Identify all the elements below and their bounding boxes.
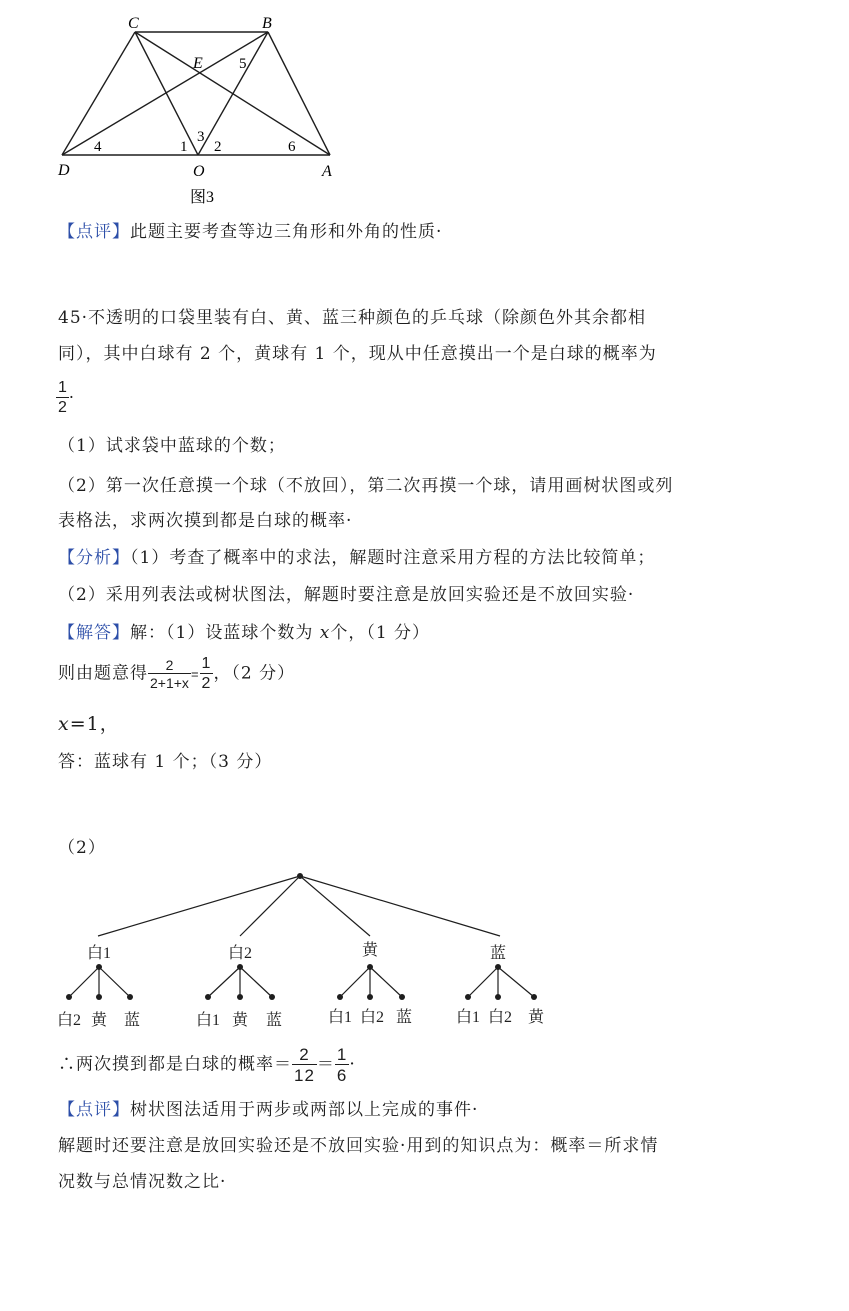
tree-leaf: 白2 [56, 1012, 82, 1029]
result-denominator-2: 6 [336, 1066, 348, 1085]
question-45-part-2-line-1: （2）第一次任意摸一个球（不放回），第二次再摸一个球，请用画树状图或列 [58, 476, 674, 496]
tree-leaf: 白1 [455, 1009, 481, 1026]
equation-post: ，（2 分） [213, 663, 296, 684]
point-d-label: D [58, 162, 70, 179]
equation-denominator: 2+1+x [150, 675, 189, 691]
review-tag: 【点评】 [58, 222, 130, 242]
tree-leaf: 白1 [327, 1009, 353, 1026]
tree-level1-white1: 白1 [86, 945, 112, 962]
tree-leaf: 白2 [359, 1009, 385, 1026]
point-o-label: O [193, 163, 205, 180]
angle-6-label: 6 [288, 139, 296, 155]
solution-line-1 [58, 621, 430, 645]
result-pre: ∴两次摸到都是白球的概率＝ [58, 1054, 292, 1075]
fraction-numerator: 1 [58, 379, 67, 396]
tree-leaf: 黄 [90, 1012, 108, 1029]
tree-leaf: 白1 [195, 1012, 221, 1029]
review-2-line-1 [58, 1098, 478, 1122]
solution-part-2-label: （2） [58, 838, 106, 858]
x-variable: x [58, 713, 70, 735]
solution-variable: x [319, 623, 331, 643]
angle-5-label: 5 [239, 56, 247, 72]
result-denominator-1: 12 [294, 1066, 315, 1085]
point-a-label: A [322, 163, 332, 180]
tree-leaf: 黄 [231, 1012, 249, 1029]
result-numerator-1: 2 [299, 1045, 310, 1064]
equation-right-numerator: 1 [201, 655, 212, 672]
equation-numerator: 2 [165, 657, 174, 673]
figure-3-diagram [50, 10, 350, 210]
question-45-fraction [56, 380, 74, 416]
solution-tag: 【解答】 [58, 623, 130, 643]
review-1 [58, 220, 442, 244]
analysis-tag: 【分析】 [58, 548, 130, 568]
angle-2-label: 2 [214, 139, 222, 155]
solution-answer: 答：蓝球有 1 个；（3 分） [58, 752, 273, 772]
solution-x-value [58, 712, 120, 736]
tree-leaf: 白2 [487, 1009, 513, 1026]
result-numerator-2: 1 [336, 1045, 348, 1064]
tree-level1-white2: 白2 [227, 945, 253, 962]
angle-1-label: 1 [180, 139, 188, 155]
tree-leaf: 蓝 [123, 1012, 141, 1029]
probability-result [58, 1046, 356, 1084]
tree-level1-blue: 蓝 [489, 945, 507, 962]
question-45-part-1: （1）试求袋中蓝球的个数； [58, 436, 286, 456]
question-45-line-1: 45·不透明的口袋里装有白、黄、蓝三种颜色的乒乓球（除颜色外其余都相 [58, 308, 647, 328]
analysis-text-1: （1）考查了概率中的求法，解题时注意采用方程的方法比较简单； [130, 548, 656, 568]
point-c-label: C [128, 15, 139, 32]
angle-4-label: 4 [94, 139, 102, 155]
point-e-label: E [193, 55, 203, 72]
tree-level1-yellow: 黄 [361, 942, 379, 959]
tree-leaf: 蓝 [395, 1009, 413, 1026]
tree-leaf: 蓝 [265, 1012, 283, 1029]
analysis-line-2: （2）采用列表法或树状图法，解题时要注意是放回实验还是不放回实验· [58, 585, 635, 605]
equation-right-denominator: 2 [201, 675, 212, 692]
result-equals: ＝ [316, 1054, 335, 1075]
review-2-line-3: 况数与总情况数之比· [58, 1172, 227, 1192]
question-45-line-2: 同），其中白球有 2 个，黄球有 1 个，现从中任意摸出一个是白球的概率为 [58, 344, 657, 364]
fraction-denominator: 2 [58, 399, 67, 416]
tree-diagram [50, 860, 570, 1035]
review-2-tag: 【点评】 [58, 1100, 130, 1120]
solution-equation [58, 656, 295, 692]
review-text: 此题主要考查等边三角形和外角的性质· [130, 222, 443, 242]
angle-3-label: 3 [197, 129, 205, 145]
fraction-tail: · [68, 387, 74, 407]
review-2-line-2: 解题时还要注意是放回实验还是不放回实验·用到的知识点为：概率＝所求情 [58, 1136, 659, 1156]
analysis-line-1 [58, 546, 655, 570]
review-2-text-1: 树状图法适用于两步或两部以上完成的事件· [130, 1100, 479, 1120]
x-value: =1， [69, 713, 120, 735]
point-b-label: B [262, 15, 272, 32]
tree-leaf: 黄 [527, 1009, 545, 1026]
solution-text-pre: 解：（1）设蓝球个数为 [130, 623, 314, 643]
solution-text-post: 个，（1 分） [330, 623, 431, 643]
question-45-part-2-line-2: 表格法，求两次摸到都是白球的概率· [58, 511, 353, 531]
equation-pre: 则由题意得 [58, 663, 148, 684]
equation-equals: = [190, 666, 200, 682]
result-post: · [349, 1054, 356, 1075]
figure-caption: 图3 [190, 189, 215, 206]
